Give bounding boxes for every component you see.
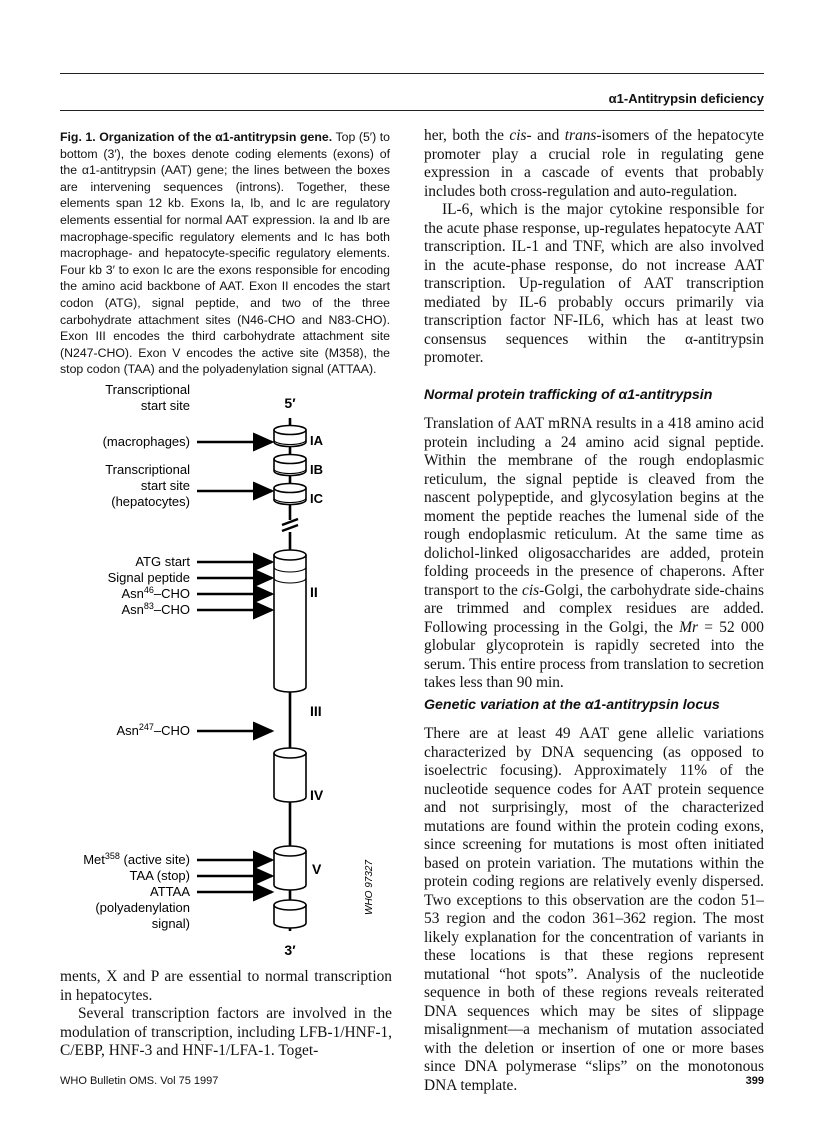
tss-hepatocyte-line3: (hepatocytes) bbox=[111, 494, 190, 509]
section-heading-trafficking: Normal protein trafficking of α1-antitrypsin bbox=[424, 387, 713, 403]
footer-page-number: 399 bbox=[745, 1075, 764, 1087]
right-paragraph-2: IL-6, which is the major cytokine responsible for the acute phase response, up-regulates hepatocyte AAT transcription. IL-1 and TNF, which are also involved in the acute-phase response, do not increase AAT transcription. Up-regulation of AAT transcription mediated by IL-6 probably occurs primarily via transcription factor NF-IL6, which has at least two consensus sequences within the α-antitrypsin promoter. bbox=[424, 201, 764, 366]
gene-diagram bbox=[60, 380, 400, 960]
attaa-line2: (polyadenylation bbox=[95, 900, 190, 915]
exon-ib-label: IB bbox=[310, 462, 323, 477]
right-paragraph-1: her, both the cis- and trans-isomers of the hepatocyte promoter play a crucial role in regulating gene expression in a cascade of events that probably includes both cross-regulation and auto-regulation. bbox=[424, 127, 765, 200]
header-rule bbox=[60, 110, 764, 111]
right-paragraph-3: Translation of AAT mRNA results in a 418 amino acid protein including a 24 amino acid signal peptide. Within the membrane of the rough endoplasmic reticulum, the signal peptide is cleaved from the nascent polypeptide, and glycosylation begins at the moment the peptide reaches the lumenal side of the rough endoplasmic reticulum. At the same time as dolichol-linked oligosaccharides are added, protein folding proceeds in the presence of chaperons. After transport to the cis-Golgi, the carbohydrate side-chains are trimmed and complex residues are added. Following processing in the Golgi, the Mr = 52 000 globular glycoprotein is rapidly secreted into the serum. This entire process from translation to secretion takes less than 90 min. bbox=[424, 415, 764, 691]
left-paragraph-1: ments, X and P are essential to normal transcription in hepatocytes. bbox=[60, 968, 392, 1004]
five-prime-end: 5′ bbox=[284, 395, 296, 411]
caption-text: Top (5′) to bottom (3′), the boxes denote coding elements (exons) of the α1-antitrypsin (AAT) gene; the lines between the boxes are intervening sequences (introns). Together, these elements span 12 kb. Exons Ia, Ib, and Ic are regulatory elements essential for normal AAT expression. Ia and Ib are macrophage-specific regulatory elements and Ic has both macrophage- and hepatocyte-specific regulatory elements. Four kb 3′ to exon Ic are the exons responsible for encoding the amino acid backbone of AAT. Exon II encodes the start codon (ATG), signal peptide, and two of the three carbohydrate attachment sites (N46-CHO and N83-CHO). Exon III encodes the third carbohydrate attachment site (N247-CHO). Exon V encodes the active site (M358), the stop codon (TAA) and the polyadenylation signal (ATTAA). bbox=[60, 130, 390, 377]
caption-lead: Fig. 1. Organization of the α1-antitrypsin gene. bbox=[60, 130, 333, 144]
exon-iii-label: III bbox=[310, 703, 322, 719]
exon-ii-label: II bbox=[310, 584, 318, 600]
left-paragraph-2: Several transcription factors are involved in the modulation of transcription, including LFB-1/HNF-1, C/EBP, HNF-3 and HNF-1/LFA-1. Toget- bbox=[60, 1005, 392, 1059]
right-column-variation bbox=[424, 725, 764, 1095]
asn46-label: Asn$^{46}$–CHO bbox=[121, 585, 190, 601]
tss-hepatocyte-line1: Transcriptional bbox=[105, 462, 190, 477]
exon-ic-label: IC bbox=[310, 491, 323, 506]
right-column-trafficking bbox=[424, 415, 764, 693]
exon-iv-label: IV bbox=[310, 787, 324, 803]
section-heading-genetic-variation: Genetic variation at the α1-antitrypsin locus bbox=[424, 697, 720, 713]
three-prime-end: 3′ bbox=[284, 942, 296, 958]
right-column-top bbox=[424, 127, 764, 368]
figure-caption bbox=[60, 129, 390, 378]
tss-macrophage-line1: Transcriptional bbox=[105, 382, 190, 397]
asn83-label: Asn$^{83}$–CHO bbox=[121, 601, 190, 617]
taa-stop-label: TAA (stop) bbox=[129, 868, 190, 883]
exon-v-label: V bbox=[312, 861, 322, 877]
atg-start-label: ATG start bbox=[135, 554, 190, 569]
tss-hepatocyte-line2: start site bbox=[140, 478, 190, 493]
signal-peptide-label: Signal peptide bbox=[107, 570, 190, 585]
footer-journal: WHO Bulletin OMS. Vol 75 1997 bbox=[60, 1075, 219, 1087]
exon-iv-box bbox=[274, 851, 306, 890]
exon-ia-label: IA bbox=[310, 433, 323, 448]
exon-ii-box bbox=[274, 555, 306, 692]
attaa-line1: ATTAA bbox=[150, 884, 190, 899]
right-paragraph-4: There are at least 49 AAT gene allelic variations characterized by DNA sequencing (as opposed to isoelectric focusing). Approximately 11% of the nucleotide sequence codes for AAT protein sequence and not surprisingly, most of the characterized mutations are found within the protein coding exons, since screening for mutations is most often initiated based on protein variation. The mutations within the protein coding regions are relatively evenly dispersed. Two exceptions to this observation are the codon 51–53 region and the codon 361–362 region. The most likely explanation for the concentration of variants in these locations is that these regions represent mutational “hot spots”. Analysis of the nucleotide sequence in both of these regions reveals reiterated DNA sequences which may be sites of slippage misalignment—a mechanism of mutation associated with the deletion or insertion of one or more bases since DNA polymerase “slips” on the monotonous DNA template. bbox=[424, 725, 764, 1094]
met358-label: Met$^{358}$ (active site) bbox=[83, 851, 190, 867]
left-column-text bbox=[60, 968, 392, 1061]
running-title: α1-Antitrypsin deficiency bbox=[608, 91, 764, 106]
tss-macrophage-line3: (macrophages) bbox=[102, 434, 190, 449]
top-rule bbox=[60, 73, 764, 74]
asn247-label: Asn$^{247}$–CHO bbox=[116, 722, 190, 738]
figure-code: WHO 97327 bbox=[364, 859, 375, 915]
tss-macrophage-line2: start site bbox=[140, 398, 190, 413]
exon-iii-box bbox=[274, 753, 306, 802]
attaa-line3: signal) bbox=[151, 916, 190, 931]
